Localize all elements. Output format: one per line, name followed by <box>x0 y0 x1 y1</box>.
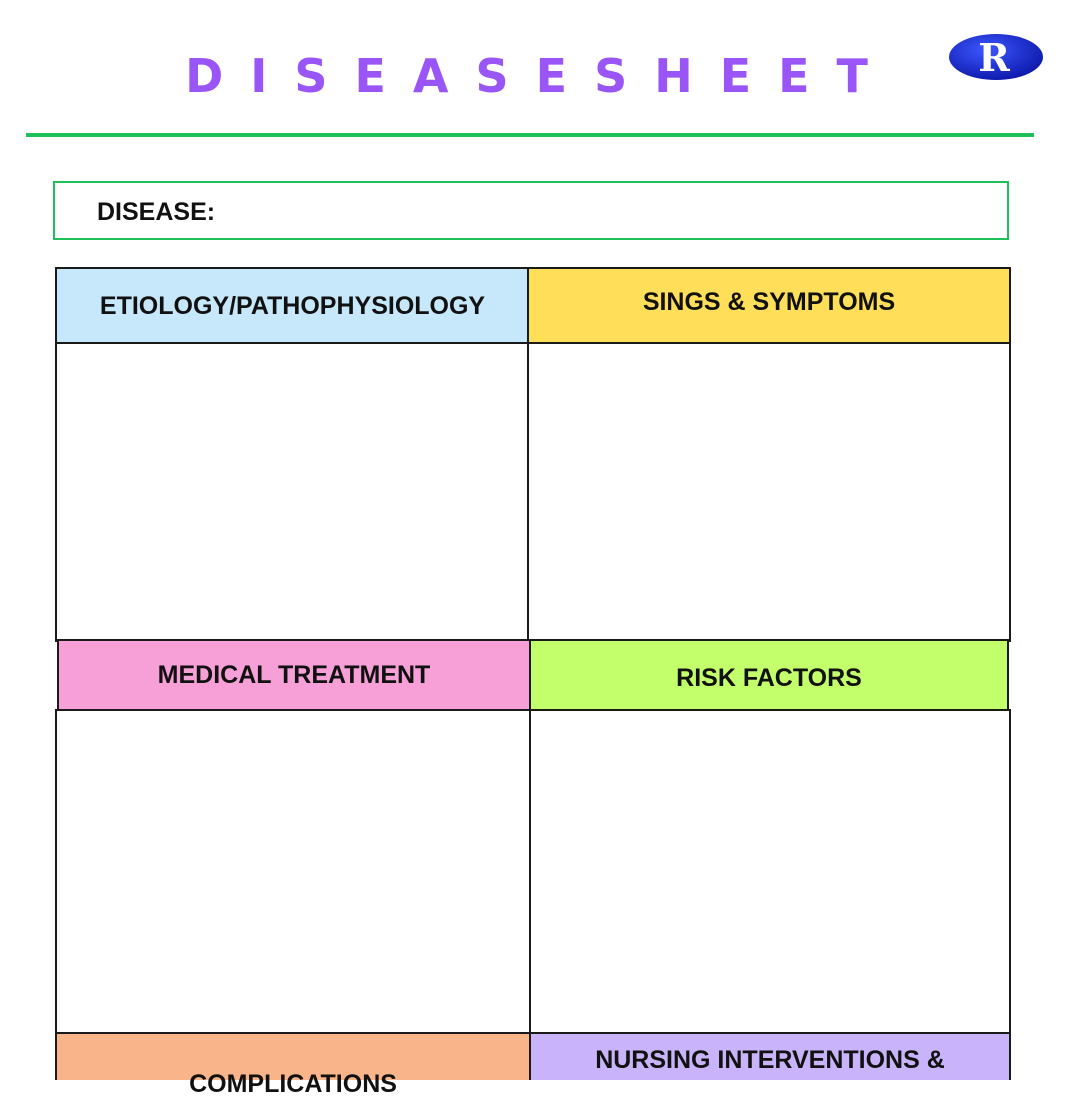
etiology-header: ETIOLOGY/PATHOPHYSIOLOGY <box>55 267 530 344</box>
nursing-header: NURSING INTERVENTIONS & <box>529 1032 1011 1080</box>
risk-header: RISK FACTORS <box>529 639 1009 711</box>
signs-header: SINGS & SYMPTOMS <box>527 267 1011 344</box>
r-logo-icon <box>948 33 1044 81</box>
treatment-header: MEDICAL TREATMENT <box>57 639 531 711</box>
etiology-content[interactable] <box>55 342 530 642</box>
complications-header: COMPLICATIONS <box>55 1032 531 1080</box>
treatment-content[interactable] <box>55 709 531 1034</box>
signs-content[interactable] <box>527 342 1011 642</box>
sheet-title: DISEASESHEET <box>185 49 895 103</box>
logo-letter: R <box>978 35 1010 80</box>
risk-content[interactable] <box>529 709 1011 1034</box>
disease-field[interactable] <box>53 181 1009 240</box>
header-divider <box>26 133 1034 137</box>
disease-label: DISEASE: <box>97 198 216 226</box>
